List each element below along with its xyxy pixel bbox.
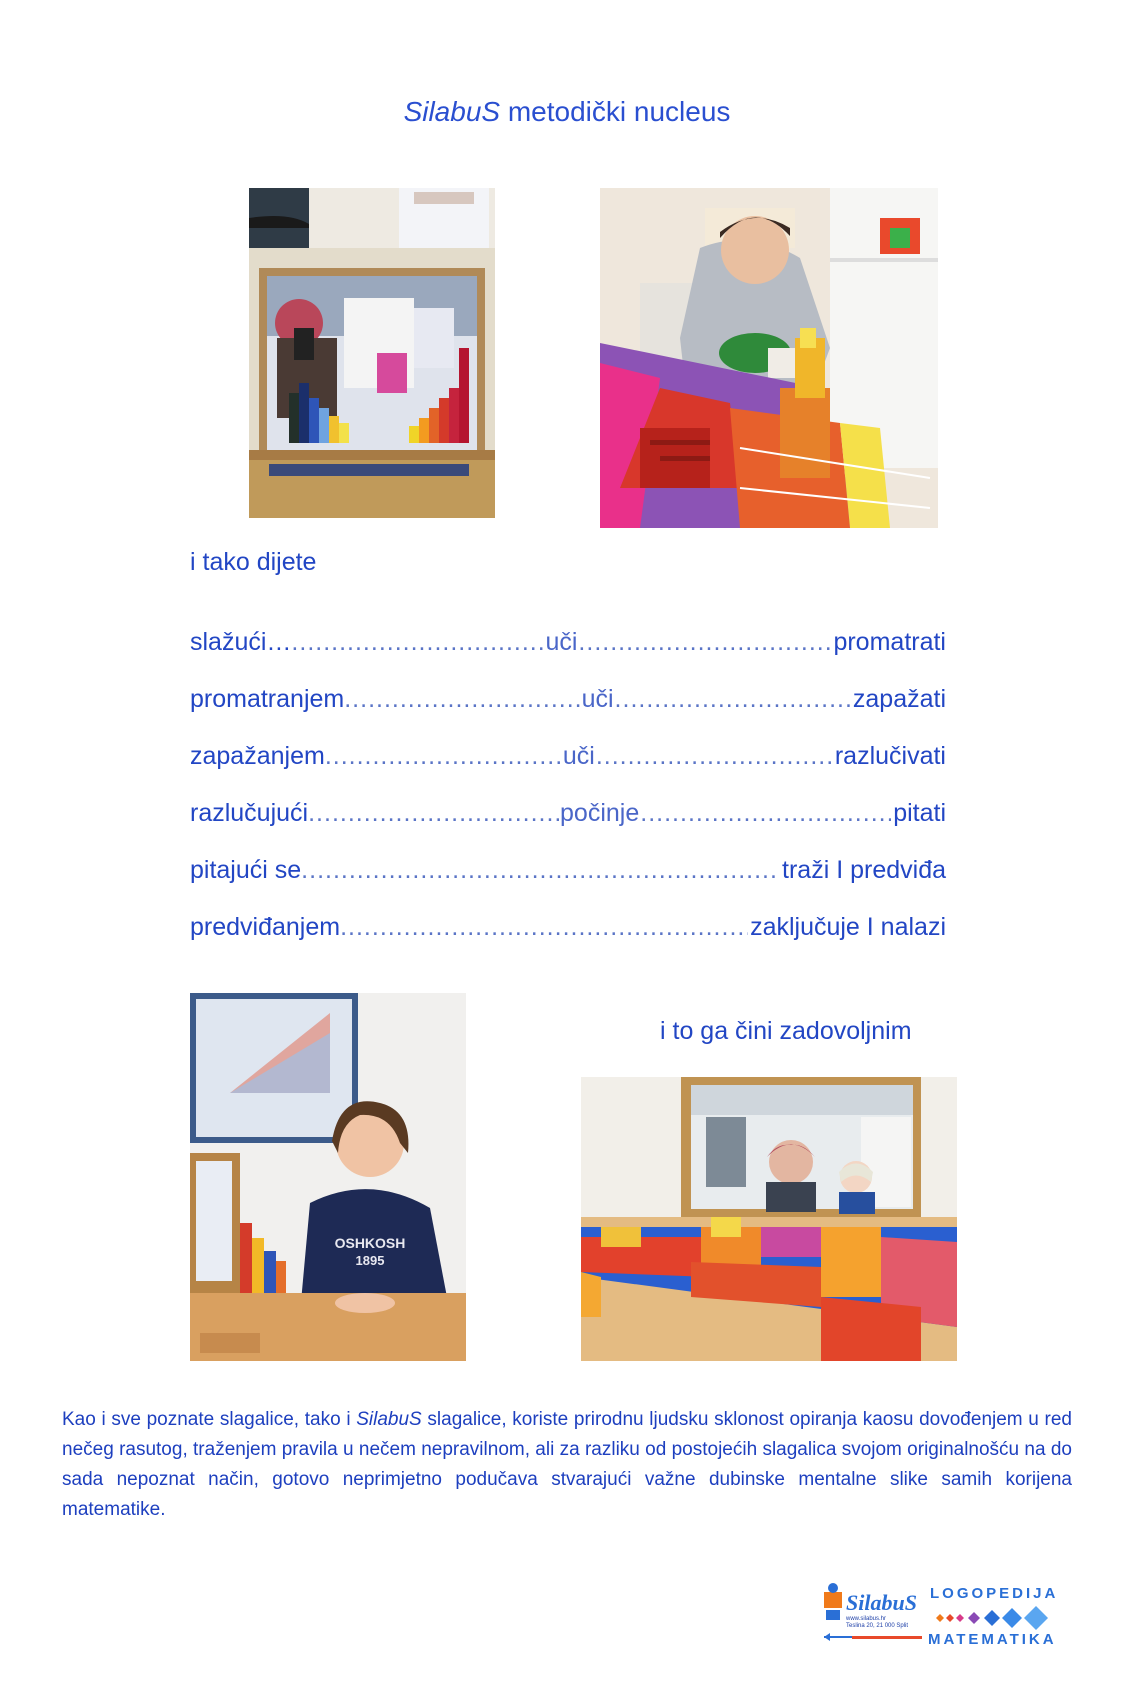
logo-small-2: Teslina 20, 21 000 Split (846, 1623, 909, 1629)
chain-right: traži I predviđa (782, 856, 946, 884)
chain-row-6 (190, 913, 946, 953)
chain-right: zapažati (852, 685, 947, 713)
chain-left: promatranjem (190, 685, 345, 713)
sweatshirt-text-1: OSHKOSH (334, 1235, 406, 1251)
chain-left: pitajući se (190, 856, 302, 884)
dot-leader (301, 856, 780, 885)
photo-smiling-child (190, 993, 466, 1361)
chain-left: razlučujući (190, 799, 309, 827)
chain-right: razlučivati (834, 742, 946, 770)
chain-row-3 (190, 742, 946, 782)
dot-leader (578, 628, 831, 657)
paragraph-brand: SilabuS (356, 1409, 422, 1430)
chain-mid: počinje (560, 799, 640, 827)
page-title (0, 96, 1134, 128)
dot-leader (344, 685, 580, 714)
logo-brand: SilabuS (846, 1590, 917, 1615)
dot-leader (596, 742, 833, 771)
chain-right: zaključuje I nalazi (750, 913, 946, 941)
dot-leader (340, 913, 748, 942)
sweatshirt-text-2: 1895 (355, 1253, 385, 1268)
lead-text: i tako dijete (190, 548, 317, 576)
logo-diamond-row (936, 1606, 1048, 1630)
photo-boy-stacking-blocks (600, 188, 938, 528)
paragraph-part-2: slagalice, koriste prirodnu ljudsku sklonost opiranja kaosu dovođenjem u red nečeg rasutog, traženjem pravila u nečem nepravilnom, ali za razliku od postojećih slagalica svojom originalnošću na do sada nepoznat način, gotovo neprimjetno podučava stvarajući važne dubinske mentalne slike samih korijena matematike. (62, 1409, 1072, 1520)
dot-leader (291, 628, 544, 657)
logo-top-word: LOGOPEDIJA (930, 1585, 1059, 1602)
chain-mid: uči (581, 685, 614, 713)
chain-right: promatrati (833, 628, 946, 656)
logo-small-1: www.silabus.hr (846, 1616, 887, 1622)
puzzle-child-logo-icon (824, 1583, 842, 1620)
chain-row-5 (190, 856, 946, 896)
closing-text: i to ga čini zadovoljnim (660, 1017, 912, 1045)
dot-leader (325, 742, 562, 771)
dot-leader (308, 799, 559, 828)
title-brand: SilabuS (403, 96, 501, 127)
dot-leader (640, 799, 891, 828)
description-paragraph (62, 1405, 1072, 1525)
chain-left: zapažanjem (190, 742, 325, 770)
chain-row-2 (190, 685, 946, 725)
chain-mid: uči (545, 628, 578, 656)
chain-row-1 (190, 628, 946, 668)
chain-mid: uči (562, 742, 595, 770)
photo-mirror-floor-puzzle (581, 1077, 957, 1361)
chain-left: slažući… (190, 628, 292, 656)
dot-leader (615, 685, 851, 714)
logo-bottom-word: MATEMATIKA (928, 1631, 1057, 1648)
title-rest: metodički nucleus (500, 96, 731, 127)
photo-mirror-reflection (249, 188, 495, 518)
chain-right: pitati (893, 799, 946, 827)
paragraph-part-1: Kao i sve poznate slagalice, tako i (62, 1409, 357, 1430)
silabus-logo (822, 1582, 1072, 1648)
chain-row-4 (190, 799, 946, 839)
chain-left: predviđanjem (190, 913, 341, 941)
